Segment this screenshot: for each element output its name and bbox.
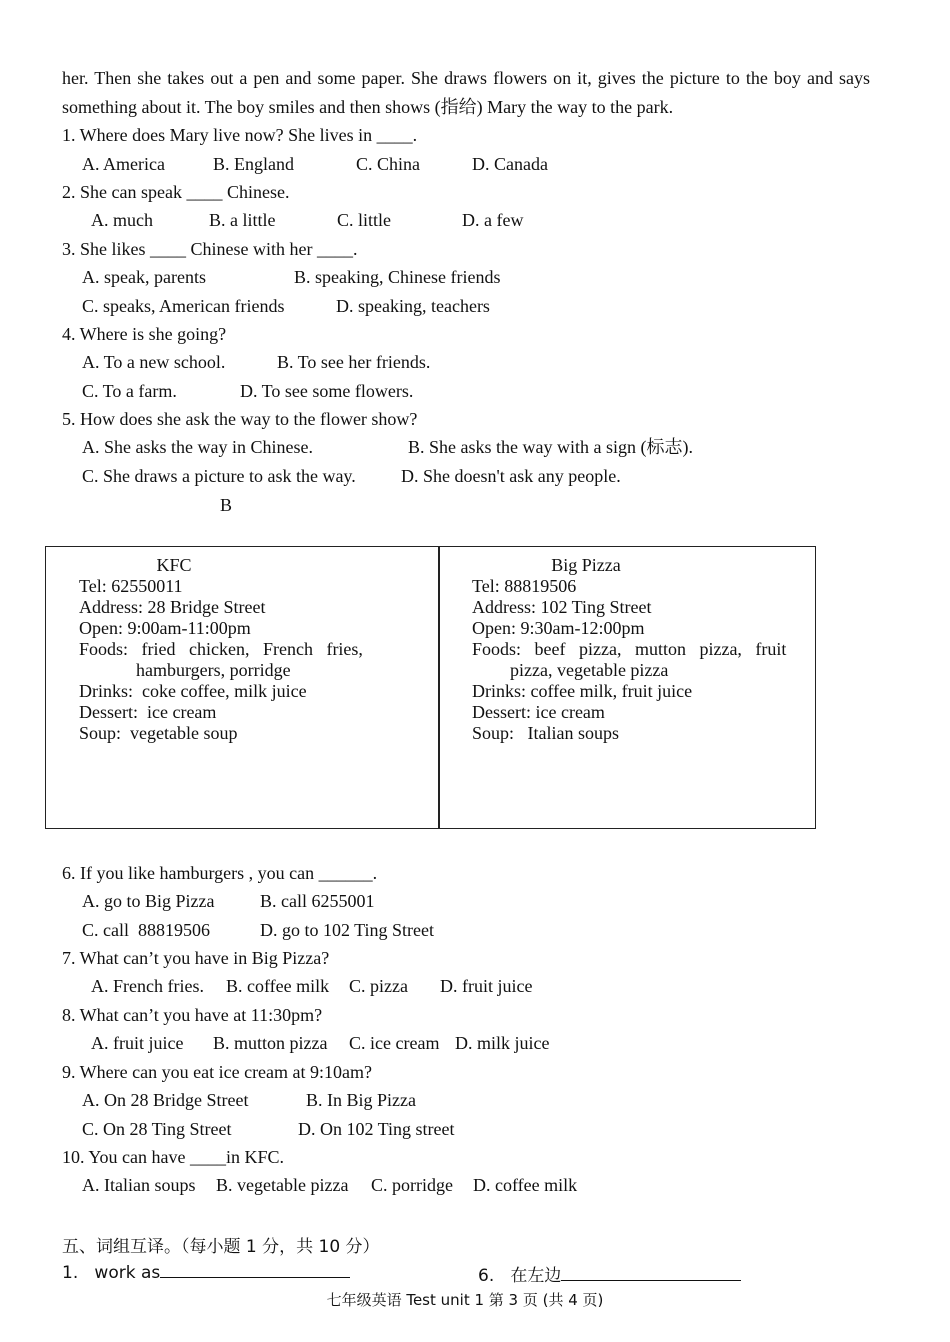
q3-option-c: C. speaks, American friends [82,296,285,316]
page-footer: 七年级英语 Test unit 1 第 3 页 (共 4 页) [326,1291,604,1309]
q6-option-d: D. go to 102 Ting Street [260,920,435,940]
question-7: 7. What can’t you have in Big Pizza? [62,948,330,968]
q3-option-b: B. speaking, Chinese friends [294,267,501,287]
question-6: 6. If you like hamburgers , you can ______. [62,863,378,883]
translation-item-1-blank[interactable] [160,1261,350,1278]
q1-option-b: B. England [213,154,294,174]
q2-option-d: D. a few [462,210,524,230]
q4-option-b: B. To see her friends. [277,352,431,372]
big-pizza-drinks: Drinks: coffee milk, fruit juice [472,681,693,701]
q10-option-b: B. vegetable pizza [216,1175,349,1195]
q2-option-b: B. a little [209,210,276,230]
question-9: 9. Where can you eat ice cream at 9:10am? [62,1062,373,1082]
q7-option-b: B. coffee milk [226,976,330,996]
q9-option-b: B. In Big Pizza [306,1090,416,1110]
q3-option-d: D. speaking, teachers [336,296,490,316]
translation-item-6-label: 6. 在左边 [478,1266,562,1286]
question-8: 8. What can’t you have at 11:30pm? [62,1005,323,1025]
q8-option-a: A. fruit juice [91,1033,184,1053]
q2-option-a: A. much [91,210,153,230]
translation-item-6-blank[interactable] [561,1264,741,1281]
kfc-foods-cont: hamburgers, porridge [136,660,291,680]
q2-option-c: C. little [337,210,391,230]
q9-option-a: A. On 28 Bridge Street [82,1090,249,1110]
kfc-dessert: Dessert: ice cream [79,702,217,722]
question-10: 10. You can have ____in KFC. [62,1147,285,1167]
q7-option-a: A. French fries. [91,976,204,996]
q9-option-d: D. On 102 Ting street [298,1119,455,1139]
big-pizza-dessert: Dessert: ice cream [472,702,605,722]
q8-option-d: D. milk juice [455,1033,550,1053]
big-pizza-tel: Tel: 88819506 [472,576,577,596]
question-4: 4. Where is she going? [62,324,227,344]
q5-option-c: C. She draws a picture to ask the way. [82,466,356,486]
kfc-info-box [45,546,440,829]
q7-option-d: D. fruit juice [440,976,533,996]
section-five-title: 五、词组互译。（每小题 1 分，共 10 分） [62,1237,380,1257]
big-pizza-info-box [438,546,816,829]
big-pizza-foods: Foods: beef pizza, mutton pizza, fruit [472,639,787,659]
translation-item-6 [478,1261,741,1286]
question-5: 5. How does she ask the way to the flower show? [62,409,418,429]
question-2: 2. She can speak ____ Chinese. [62,182,290,202]
q1-option-c: C. China [356,154,421,174]
q3-option-a: A. speak, parents [82,267,206,287]
kfc-address: Address: 28 Bridge Street [79,597,266,617]
question-3: 3. She likes ____ Chinese with her ____. [62,239,358,259]
translation-item-1 [62,1261,350,1283]
big-pizza-address: Address: 102 Ting Street [472,597,652,617]
q8-option-c: C. ice cream [349,1033,440,1053]
kfc-soup: Soup: vegetable soup [79,723,238,743]
q10-option-d: D. coffee milk [473,1175,578,1195]
part-b-label: B [220,495,233,515]
big-pizza-open-hours: Open: 9:30am-12:00pm [472,618,645,638]
q4-option-d: D. To see some flowers. [240,381,414,401]
q6-option-a: A. go to Big Pizza [82,891,215,911]
reading-passage-end: her. Then she takes out a pen and some paper. She draws flowers on it, gives the picture to the boy and says something about it. The boy smiles and then shows (指给) Mary the way to the park. [62,68,870,117]
q6-option-b: B. call 6255001 [260,891,375,911]
q4-option-c: C. To a farm. [82,381,177,401]
kfc-drinks: Drinks: coke coffee, milk juice [79,681,307,701]
big-pizza-foods-cont: pizza, vegetable pizza [510,660,669,680]
q1-option-a: A. America [82,154,165,174]
q8-option-b: B. mutton pizza [213,1033,328,1053]
kfc-foods: Foods: fried chicken, French fries, [79,639,363,659]
q4-option-a: A. To a new school. [82,352,226,372]
kfc-open-hours: Open: 9:00am-11:00pm [79,618,251,638]
big-pizza-name: Big Pizza [551,555,621,575]
q7-option-c: C. pizza [349,976,408,996]
q10-option-a: A. Italian soups [82,1175,196,1195]
kfc-name: KFC [156,555,192,575]
q1-option-d: D. Canada [472,154,548,174]
big-pizza-soup: Soup: Italian soups [472,723,619,743]
q5-option-b: B. She asks the way with a sign (标志). [408,437,693,457]
kfc-tel: Tel: 62550011 [79,576,183,596]
q5-option-d: D. She doesn't ask any people. [401,466,621,486]
q5-option-a: A. She asks the way in Chinese. [82,437,313,457]
q10-option-c: C. porridge [371,1175,453,1195]
translation-item-1-label: 1. work as [62,1263,161,1283]
q9-option-c: C. On 28 Ting Street [82,1119,232,1139]
question-1: 1. Where does Mary live now? She lives in ____. [62,125,418,145]
q6-option-c: C. call 88819506 [82,920,210,940]
